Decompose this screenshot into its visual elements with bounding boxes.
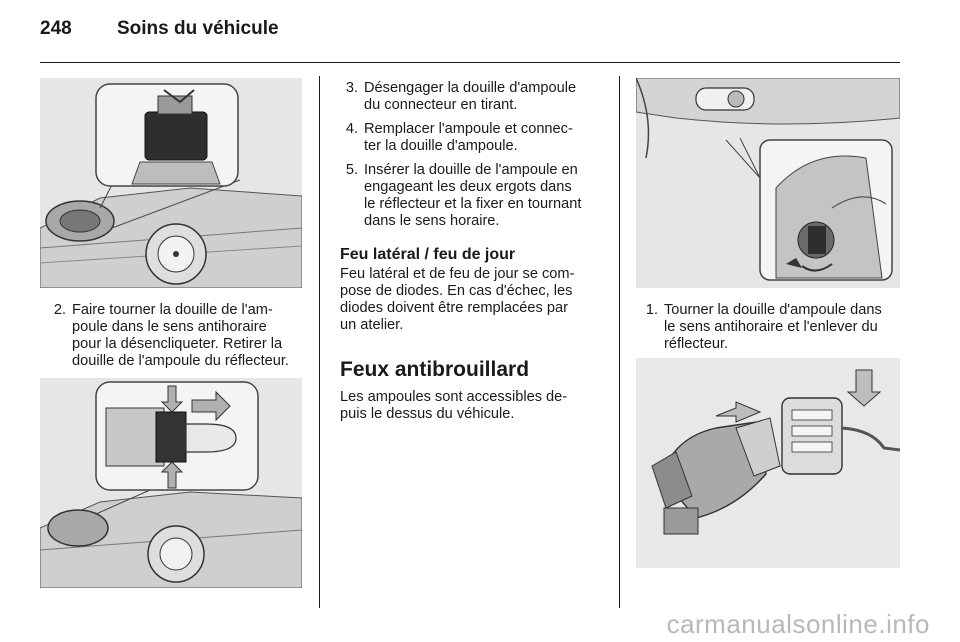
step-text-line: Tourner la douille d'ampoule dans	[664, 302, 882, 318]
watermark: carmanualsonline.info	[666, 609, 930, 639]
column-divider-left	[319, 76, 320, 608]
step-text-line: le réflecteur et la fixer en tournant	[364, 196, 582, 212]
paragraph-line: Les ampoules sont accessibles de-	[340, 389, 568, 405]
headlamp-socket-illustration	[40, 78, 302, 288]
step-number: 4.	[345, 121, 358, 137]
steps-list-col1	[48, 302, 310, 377]
fog-lamp-location-illustration	[636, 78, 900, 288]
paragraph-line: un atelier.	[340, 317, 404, 333]
fog-lights-paragraph	[340, 389, 610, 423]
step-number: 1.	[645, 302, 658, 318]
step-number: 2.	[53, 302, 66, 318]
step-number: 3.	[345, 80, 358, 96]
step-text-line: Faire tourner la douille de l'am-	[72, 302, 273, 318]
step-text-line: engageant les deux ergots dans	[364, 179, 572, 195]
step-item	[340, 162, 605, 230]
step-text-line: dans le sens horaire.	[364, 213, 500, 229]
fog-lights-heading: Feux antibrouillard	[340, 358, 530, 381]
side-light-paragraph	[340, 266, 610, 334]
side-light-heading: Feu latéral / feu de jour	[340, 246, 516, 263]
page-number: 248	[40, 18, 72, 39]
step-text-line: le sens antihoraire et l'enlever du	[664, 319, 878, 335]
paragraph-line: pose de diodes. En cas d'échec, les	[340, 283, 573, 299]
step-text-line: ter la douille d'ampoule.	[364, 138, 518, 154]
column-divider-right	[619, 76, 620, 608]
header-rule	[40, 62, 900, 63]
step-text-line: douille de l'ampoule du réflecteur.	[72, 353, 289, 369]
figure-fog-lamp-location	[636, 78, 900, 288]
step-item	[48, 302, 310, 370]
step-item	[640, 302, 904, 353]
figure-socket-removal	[40, 378, 302, 588]
step-text-line: Désengager la douille d'ampoule	[364, 80, 577, 96]
page-title: Soins du véhicule	[117, 18, 279, 39]
paragraph-line: Feu latéral et de feu de jour se com-	[340, 266, 575, 282]
step-text-line: réflecteur.	[664, 336, 729, 352]
figure-bulb-connector	[636, 358, 900, 568]
paragraph-line: puis le dessus du véhicule.	[340, 406, 515, 422]
step-text-line: Remplacer l'ampoule et connec-	[364, 121, 573, 137]
paragraph-line: diodes doivent être remplacées par	[340, 300, 568, 316]
socket-removal-illustration	[40, 378, 302, 588]
step-text-line: du connecteur en tirant.	[364, 97, 518, 113]
step-number: 5.	[345, 162, 358, 178]
step-item	[340, 80, 605, 114]
figure-headlamp-socket	[40, 78, 302, 288]
bulb-connector-illustration	[636, 358, 900, 568]
step-text-line: pour la désencliqueter. Retirer la	[72, 336, 283, 352]
steps-list-col3	[640, 302, 904, 360]
steps-list-col2	[340, 80, 605, 237]
step-text-line: Insérer la douille de l'ampoule en	[364, 162, 578, 178]
step-item	[340, 121, 605, 155]
step-text-line: poule dans le sens antihoraire	[72, 319, 267, 335]
